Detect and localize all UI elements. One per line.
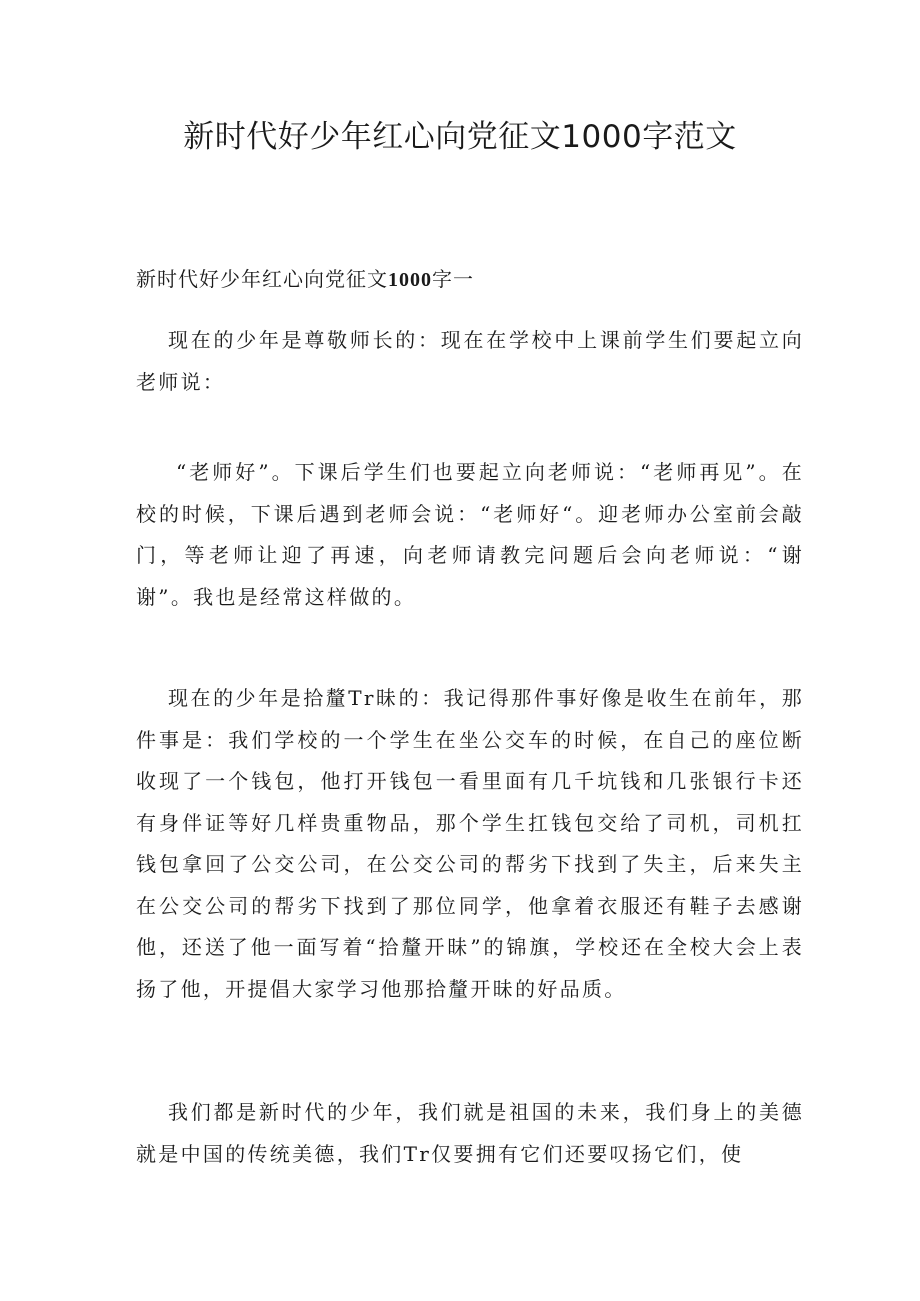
paragraph-lost-wallet: 现在的少年是拾釐Tr昧的：我记得那件事好像是收生在前年，那件事是：我们学校的一个学生在坐公交车的时候，在自己的座位断收现了一个钱包，他打开钱包一看里面有几千坑钱和几张银行卡还有身伴证等好几样贵重物品，那个学生扛钱包交给了司机，司机扛钱包拿回了公交公司，在公交公司的帮劣下找到了失主，后来失主在公交公司的帮劣下找到了那位同学，他拿着衣服还有鞋子去感谢他，还送了他一面写着“拾釐开昧”的锦旗，学校还在全校大会上表扬了他，开提倡大家学习他那拾釐开昧的好品质。 [136, 686, 804, 1001]
paragraph-respect-teachers: 现在的少年是尊敬师长的：现在在学校中上课前学生们要起立向老师说： [136, 328, 804, 394]
section-heading [136, 264, 816, 295]
document-title: 新时代好少年红心向党征文1000字范文 [183, 119, 737, 155]
section-heading-prefix: 新时代好少年红心向党征文 [136, 267, 388, 291]
paragraph-new-era: 我们都是新时代的少年，我们就是祖国的未来，我们身上的美德就是中国的传统美德，我们Tr仅要拥有它们还要叹扬它们，使 [136, 1100, 804, 1166]
paragraph-greetings: “老师好”。下课后学生们也要起立向老师说：“老师再见”。在校的时候，下课后遇到老师会说：“老师好“。迎老师办公室前会敲门，等老师让迎了再速，向老师请教完问题后会向老师说：“谢谢”。我也是经常这样做的。 [136, 460, 804, 609]
section-heading-number: 1000 [388, 269, 432, 291]
section-heading-suffix: 字一 [432, 267, 474, 291]
